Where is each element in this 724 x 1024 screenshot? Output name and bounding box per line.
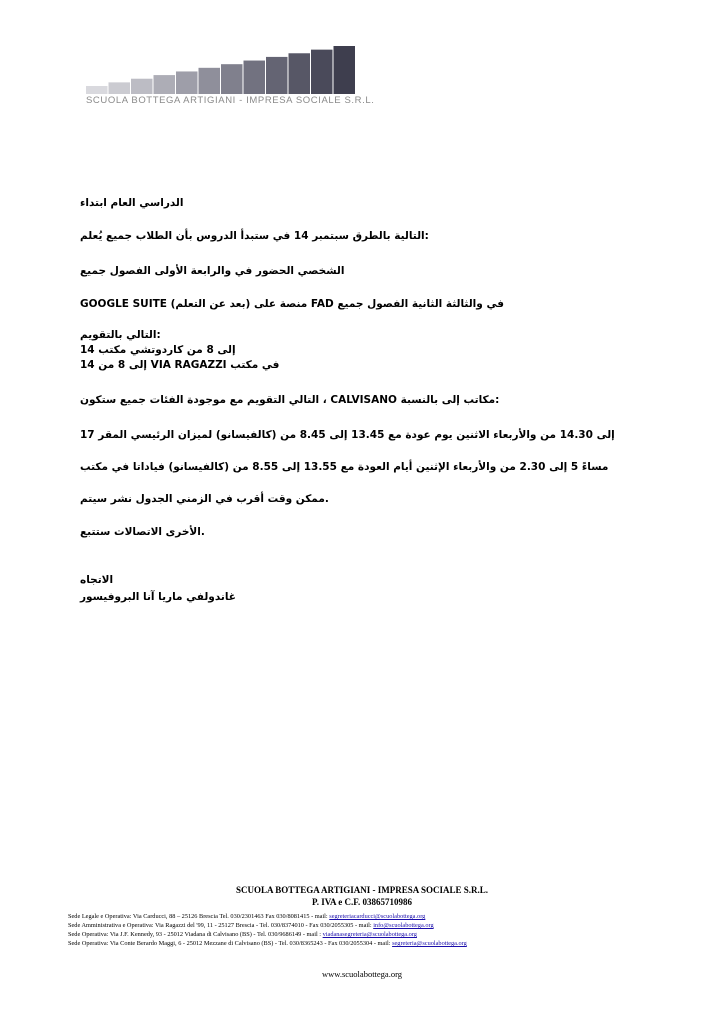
logo-bar	[266, 57, 288, 94]
body-line-8: التالي التقويم مع موجودة الفئات جميع ستكون ، CALVISANO مكاتب إلى بالنسبة:	[80, 394, 500, 406]
footer-address-text: Sede Operativa: Via Conte Berardo Maggi, 6 - 25012 Mezzane di Calvisano (BS) - Tel. 030/8365243 - Fax 030/2055304 - mail:	[68, 940, 393, 947]
footer-mail-link[interactable]: viadanasegreteria@scuolabottega.org	[322, 931, 417, 938]
footer-vat: P. IVA e C.F. 03865710986	[312, 897, 412, 907]
logo-bar	[334, 46, 356, 94]
logo-bar	[86, 86, 108, 94]
body-line-2: التالية بالطرق سبتمبر 14 في ستبدأ الدروس بأن الطلاب جميع يُعلم:	[80, 230, 429, 242]
signature-name: غاندولفي ماريا آنا البروفيسور	[80, 591, 236, 603]
footer-mail-link[interactable]: info@scuolabottega.org	[373, 922, 434, 929]
body-line-5: التالي بالتقويم:	[80, 329, 161, 341]
logo-bar	[131, 79, 153, 94]
footer-company: SCUOLA BOTTEGA ARTIGIANI - IMPRESA SOCIALE S.R.L.	[236, 885, 488, 895]
body-line-9: 17 إلى 14.30 من والأربعاء الاثنين يوم عودة مع 13.45 إلى 8.45 من (كالفيسانو) لميزان الرئيسي المقر	[80, 429, 615, 441]
logo-bar	[176, 71, 198, 94]
logo-bar	[244, 61, 266, 94]
footer-address-2	[68, 922, 660, 930]
logo-bar	[289, 53, 311, 94]
footer-address-1	[68, 913, 660, 921]
logo-bar	[311, 50, 333, 94]
footer-address-4	[68, 940, 660, 948]
body-line-11: ممكن وقت أقرب في الزمني الجدول نشر سيتم.	[80, 493, 329, 505]
logo-bars-graphic	[86, 38, 356, 94]
body-line-1: الدراسي العام ابتداء	[80, 197, 184, 209]
body-line-7: 14 إلى 8 من VIA RAGAZZI في مكتب	[80, 359, 280, 371]
company-logo	[86, 38, 375, 120]
body-line-3: الشخصي الحضور في والرابعة الأولى الفصول جميع	[80, 265, 345, 277]
body-line-6: 14 إلى 8 من كاردوتشي مكتب	[80, 344, 236, 356]
body-line-12: الأخرى الاتصالات ستتبع.	[80, 526, 205, 538]
footer-website[interactable]: www.scuolabottega.org	[321, 969, 403, 979]
logo-bar	[154, 75, 176, 94]
body-line-4: GOOGLE SUITE منصة على (بعد عن التعلم) FAD في والثالثة الثانية الفصول جميع	[80, 298, 504, 310]
footer-address-3	[68, 931, 660, 939]
footer-mail-link[interactable]: segreteria@scuolabottega.org	[392, 940, 467, 947]
body-line-10: مساءً 5 إلى 2.30 من والأربعاء الإثنين أيام العودة مع 13.55 إلى 8.55 من (كالفيسانو) فياداتا في مكتب	[80, 461, 609, 473]
footer-address-text: Sede Legale e Operativa: Via Carducci, 88 – 25126 Brescia Tel. 030/2301463 Fax 030/8081415 - mail:	[68, 913, 330, 920]
logo-bar	[221, 64, 243, 94]
footer-address-text: Sede Amministrativa e Operativa: Via Ragazzi del '99, 11 - 25127 Brescia - Tel. 030/8374010 - Fax 030/2055305 - mail:	[68, 922, 374, 929]
logo-bar	[199, 68, 221, 94]
logo-text: SCUOLA BOTTEGA ARTIGIANI - IMPRESA SOCIALE S.R.L.	[86, 95, 375, 106]
footer-address-text: Sede Operativa: Via J.F. Kennedy, 93 - 25012 Viadana di Calvisano (BS) - Tel. 030/9686149 - mail :	[68, 931, 323, 938]
logo-bar	[109, 82, 131, 94]
signature-title: الاتجاه	[80, 574, 114, 586]
footer-mail-link[interactable]: segreteriacarducci@scuolabottega.org	[329, 913, 426, 920]
